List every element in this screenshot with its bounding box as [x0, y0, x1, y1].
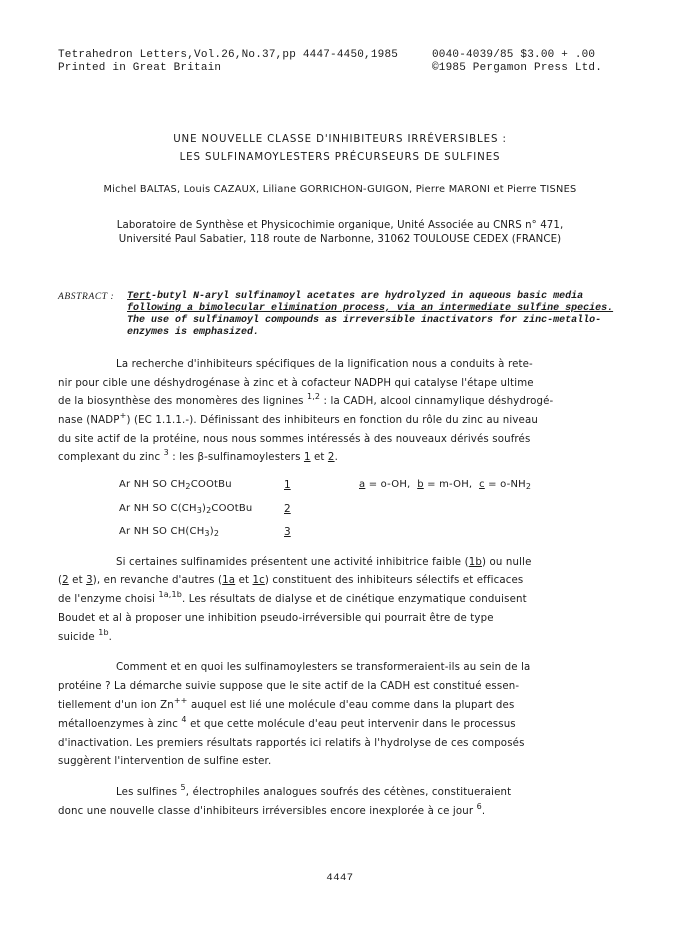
para4-line-2-b: .	[481, 806, 486, 817]
para3-line-3-b: auquel est lié une molécule d'eau comme dans la plupart des	[190, 700, 515, 711]
para4-line-2-a: donc une nouvelle classe d'inhibiteurs irréversibles encore inexplorée à ce jour	[58, 806, 474, 817]
abstract-tert: Tert	[127, 291, 152, 302]
para3-line-6: suggèrent l'intervention de sulfine ester.	[58, 756, 272, 767]
para3-line-4-a: métalloenzymes à zinc	[58, 719, 179, 730]
formula-1-sub: 2	[185, 482, 191, 491]
para1-line-6-f: .	[334, 452, 338, 463]
para2-line-5-a: suicide	[58, 632, 95, 643]
copyright: ©1985 Pergamon Press Ltd.	[432, 62, 603, 74]
formula-3-pre: Ar NH SO CH(CH	[119, 526, 205, 537]
formula-2-post2: COOtBu	[211, 503, 253, 514]
affiliation-line-2: Université Paul Sabatier, 118 route de Narbonne, 31062 TOULOUSE CEDEX (FRANCE)	[118, 234, 562, 245]
printed-in: Printed in Great Britain	[58, 62, 222, 74]
para2-line-2	[58, 575, 523, 586]
para1-line-6-d: et	[313, 452, 325, 463]
citation-4: 4	[181, 715, 187, 724]
para1-line-3	[58, 392, 554, 407]
affiliation-line-1: Laboratoire de Synthèse et Physicochimie organique, Unité Associée au CNRS n° 471,	[116, 220, 564, 231]
nadp-plus: +	[119, 411, 127, 420]
def-c-val: = o-NH	[488, 479, 526, 490]
citation-1-2: 1,2	[306, 392, 321, 401]
para1-line-6	[58, 448, 338, 463]
formula-3-post: )	[209, 526, 214, 537]
para2-line-2-g: et	[235, 575, 253, 586]
para1-line-4-a: nase (NADP	[58, 415, 120, 426]
compound-1c-ref: 1c	[252, 575, 265, 586]
para2-line-3-b: . Les résultats de dialyse et de cinétique enzymatique conduisent	[181, 594, 527, 605]
compound-3-ref: 3	[86, 575, 93, 586]
formula-3-sub: 3	[204, 529, 210, 538]
article-code: 0040-4039/85 $3.00 + .00	[432, 49, 596, 61]
compound-1-ref: 1	[303, 452, 311, 463]
formula-1-pre: Ar NH SO CH	[119, 479, 186, 490]
para4-line-1	[116, 783, 512, 798]
para3-line-5: d'inactivation. Les premiers résultats rapportés ici relatifs à l'hydrolyse de ces composés	[58, 738, 525, 749]
formula-1-number: 1	[284, 479, 291, 491]
formula-1-post: COOtBu	[190, 479, 232, 490]
para2-line-5	[58, 628, 113, 643]
abstract-line-3: The use of sulfinamoyl compounds as irreversible inactivators for zinc-metallo-	[127, 315, 602, 326]
para2-line-2-a: (	[58, 575, 63, 586]
para4-line-1-a: Les sulfines	[116, 787, 178, 798]
abstract-line-1-rest: -butyl N-aryl sulfinamoyl acetates are hydrolyzed in aqueous basic media	[151, 291, 584, 302]
formula-2-number: 2	[284, 503, 291, 515]
formula-1	[119, 479, 232, 490]
para4-line-1-b: , électrophiles analogues soufrés des cétènes, constitueraient	[185, 787, 512, 798]
abstract-line-2: following a bimolecular elimination process, via an intermediate sulfine species.	[127, 303, 614, 314]
def-a: a	[359, 479, 366, 490]
citation-3: 3	[163, 448, 169, 457]
para2-line-2-i: ) constituent des inhibiteurs sélectifs et efficaces	[264, 575, 524, 586]
formula-3-number: 3	[284, 526, 291, 538]
formula-2	[119, 503, 252, 514]
def-b: b	[417, 479, 424, 490]
compound-2-ref: 2	[327, 452, 335, 463]
formula-3	[119, 526, 219, 537]
formula-2-post: )	[202, 503, 207, 514]
title-line-2: LES SULFINAMOYLESTERS PRÉCURSEURS DE SULFINES	[179, 152, 501, 163]
para1-line-3-b: : la CADH, alcool cinnamylique déshydrogé-	[323, 396, 554, 407]
def-a-val: = o-OH,	[368, 479, 411, 490]
para1-line-3-a: de la biosynthèse des monomères des lignines	[58, 396, 304, 407]
authors: Michel BALTAS, Louis CAZAUX, Liliane GORRICHON-GUIGON, Pierre MARONI et Pierre TISNES	[103, 184, 577, 195]
para2-line-4: Boudet et al à proposer une inhibition pseudo-irréversible qui pourrait être de type	[58, 613, 494, 624]
compound-1a-ref: 1a	[222, 575, 236, 586]
para2-line-1	[116, 557, 531, 568]
para1-line-6-b: : les β-sulfinamoylesters	[172, 452, 301, 463]
formula-2-pre: Ar NH SO C(CH	[119, 503, 197, 514]
def-b-val: = m-OH,	[427, 479, 473, 490]
abstract-line-1	[127, 291, 583, 303]
para2-line-2-c: et	[68, 575, 87, 586]
para1-line-1: La recherche d'inhibiteurs spécifiques de la lignification nous a conduits à rete-	[116, 359, 533, 370]
def-c-sub: 2	[525, 482, 532, 491]
para2-line-2-e: ), en revanche d'autres (	[92, 575, 223, 586]
para2-line-1-c: ) ou nulle	[482, 557, 532, 568]
abstract-line-4: enzymes is emphasized.	[127, 327, 260, 338]
para3-line-1: Comment et en quoi les sulfinamoylesters se transformeraient-ils au sein de la	[116, 662, 531, 673]
para1-line-2: nir pour cible une déshydrogénase à zinc et à cofacteur NADPH qui catalyse l'étape ultime	[58, 378, 534, 389]
para1-line-6-a: complexant du zinc	[58, 452, 161, 463]
para2-line-1-a: Si certaines sulfinamides présentent une activité inhibitrice faible (	[116, 557, 469, 568]
formula-3-sub2: 2	[213, 529, 220, 538]
para2-line-3-a: de l'enzyme choisi	[58, 594, 156, 605]
para3-line-3-a: tiellement d'un ion Zn	[58, 700, 174, 711]
compound-2-ref-b: 2	[62, 575, 69, 586]
para1-line-5: du site actif de la protéine, nous nous sommes intéressés à des nouveaux dérivés soufrés	[58, 434, 531, 445]
citation-6: 6	[476, 802, 482, 811]
para2-line-3	[58, 590, 527, 605]
para3-line-4-b: et que cette molécule d'eau peut intervenir dans le processus	[190, 719, 516, 730]
journal-citation: Tetrahedron Letters,Vol.26,No.37,pp 4447-4450,1985	[58, 49, 399, 61]
page-number: 4447	[326, 872, 354, 884]
para3-line-3	[58, 696, 515, 711]
citation-1b: 1b	[98, 628, 109, 637]
para1-line-4-b: ) (EC 1.1.1.-). Définissant des inhibiteurs en fonction du rôle du zinc au niveau	[126, 415, 538, 426]
para1-line-4	[58, 411, 538, 426]
para4-line-2	[58, 802, 486, 817]
citation-5: 5	[180, 783, 186, 792]
def-c: c	[479, 479, 485, 490]
title-line-1: UNE NOUVELLE CLASSE D'INHIBITEURS IRRÉVERSIBLES :	[173, 134, 507, 145]
para3-line-2: protéine ? La démarche suivie suppose que le site actif de la CADH est constitué essen-	[58, 681, 520, 692]
zn-charge: ++	[173, 696, 188, 705]
formula-2-sub: 3	[196, 506, 202, 515]
abstract-label: ABSTRACT :	[58, 292, 115, 302]
para3-line-4	[58, 715, 516, 730]
citation-1a-1b: 1a,1b	[158, 590, 182, 599]
para2-line-5-b: .	[108, 632, 113, 643]
compound-1b-ref: 1b	[468, 557, 482, 568]
formula-2-sub2: 2	[206, 506, 212, 515]
substituent-definitions	[359, 479, 531, 490]
